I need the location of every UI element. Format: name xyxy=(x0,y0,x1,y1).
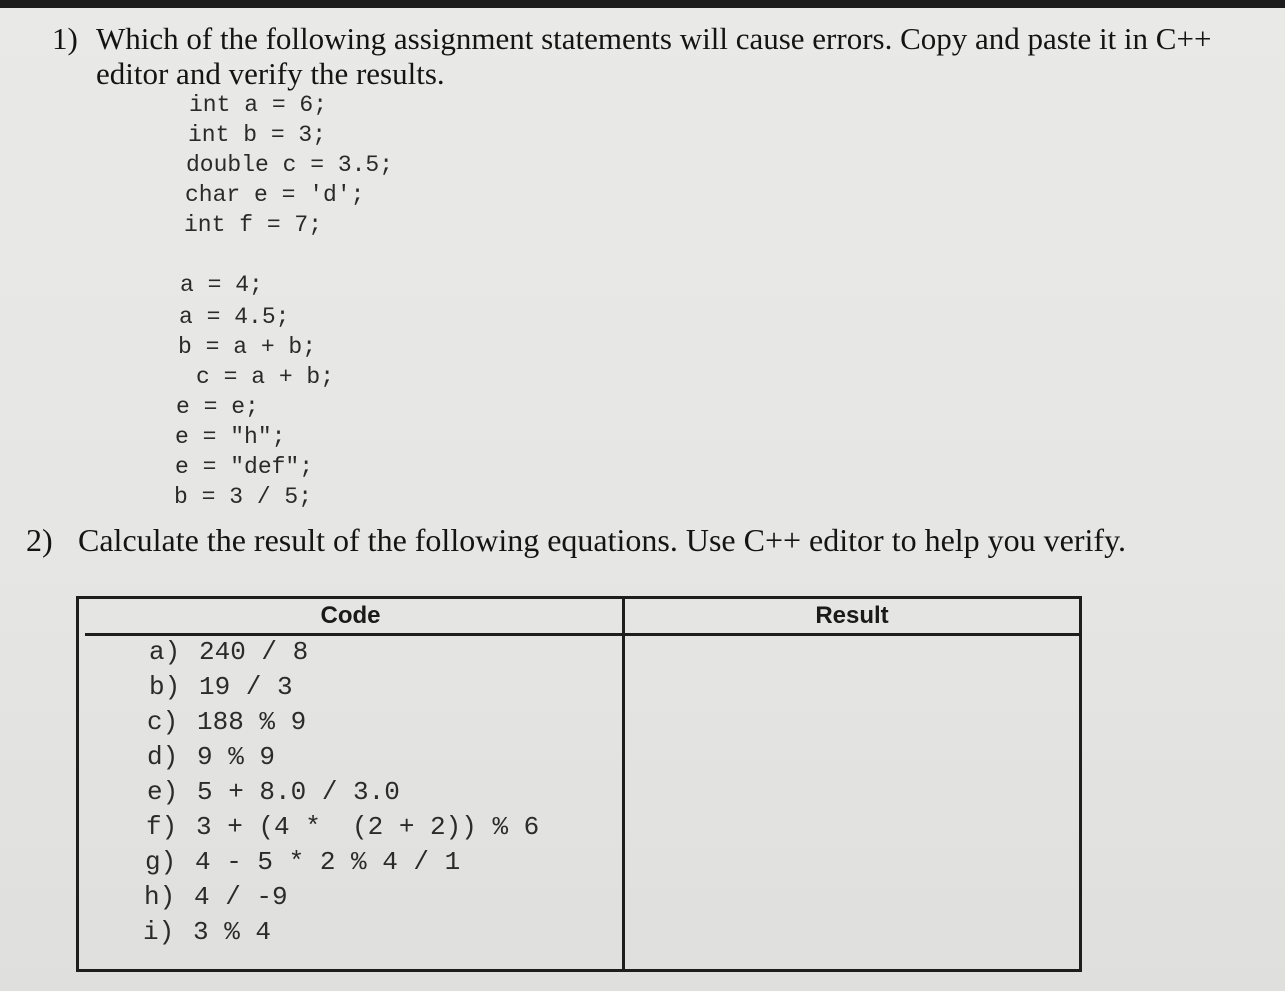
table-row xyxy=(149,637,308,667)
assignment-line: a = 4.5; xyxy=(179,304,290,330)
row-label: e) xyxy=(147,777,179,807)
row-expression: 188 % 9 xyxy=(197,707,307,737)
row-label: g) xyxy=(145,847,177,877)
declaration-line: int b = 3; xyxy=(188,122,327,148)
row-expression: 4 - 5 * 2 % 4 / 1 xyxy=(195,847,461,877)
table-header-code: Code xyxy=(320,602,381,629)
result-cell xyxy=(625,636,1079,969)
table-row xyxy=(143,917,271,947)
row-label: a) xyxy=(149,637,181,667)
assignment-line: a = 4; xyxy=(180,272,263,298)
row-expression: 3 + (4 * (2 + 2)) % 6 xyxy=(196,812,540,842)
table-row xyxy=(147,777,400,807)
row-expression: 240 / 8 xyxy=(199,637,309,667)
declaration-line: int f = 7; xyxy=(184,212,323,238)
table-row xyxy=(147,707,306,737)
assignment-line: e = e; xyxy=(176,394,259,420)
table-row xyxy=(145,847,460,877)
table-header-result: Result xyxy=(815,602,889,629)
assignment-line: b = a + b; xyxy=(178,334,317,360)
declaration-line: double c = 3.5; xyxy=(186,152,394,178)
row-expression: 4 / -9 xyxy=(194,882,288,912)
question-2-heading xyxy=(26,522,1126,558)
row-expression: 19 / 3 xyxy=(199,672,293,702)
question-2-number: 2) xyxy=(26,522,53,558)
row-expression: 5 + 8.0 / 3.0 xyxy=(197,777,400,807)
row-label: c) xyxy=(147,707,179,737)
table-row xyxy=(146,812,539,842)
row-label: b) xyxy=(149,672,181,702)
equations-table xyxy=(76,596,1082,972)
row-label: d) xyxy=(147,742,179,772)
row-expression: 9 % 9 xyxy=(197,742,276,772)
table-row xyxy=(147,742,275,772)
photo-top-edge xyxy=(0,0,1285,8)
row-expression: 3 % 4 xyxy=(193,917,272,947)
row-label: i) xyxy=(143,917,175,947)
question-2-text: Calculate the result of the following equations. Use C++ editor to help you verify. xyxy=(78,522,1126,558)
assignment-line: e = "def"; xyxy=(175,454,314,480)
question-1-heading xyxy=(52,22,1211,56)
question-1-number: 1) xyxy=(52,21,78,56)
table-row xyxy=(144,882,288,912)
row-label: h) xyxy=(144,882,176,912)
declaration-line: char e = 'd'; xyxy=(185,182,365,208)
question-1-text-line-2: editor and verify the results. xyxy=(96,56,445,91)
assignment-line: c = a + b; xyxy=(196,364,335,390)
assignment-line: b = 3 / 5; xyxy=(174,484,313,510)
question-1-text-line-1: Which of the following assignment statements will cause errors. Copy and paste it in C++ xyxy=(96,21,1212,56)
table-row xyxy=(149,672,293,702)
row-label: f) xyxy=(146,812,178,842)
declaration-line: int a = 6; xyxy=(189,92,328,118)
assignment-line: e = "h"; xyxy=(175,424,286,450)
